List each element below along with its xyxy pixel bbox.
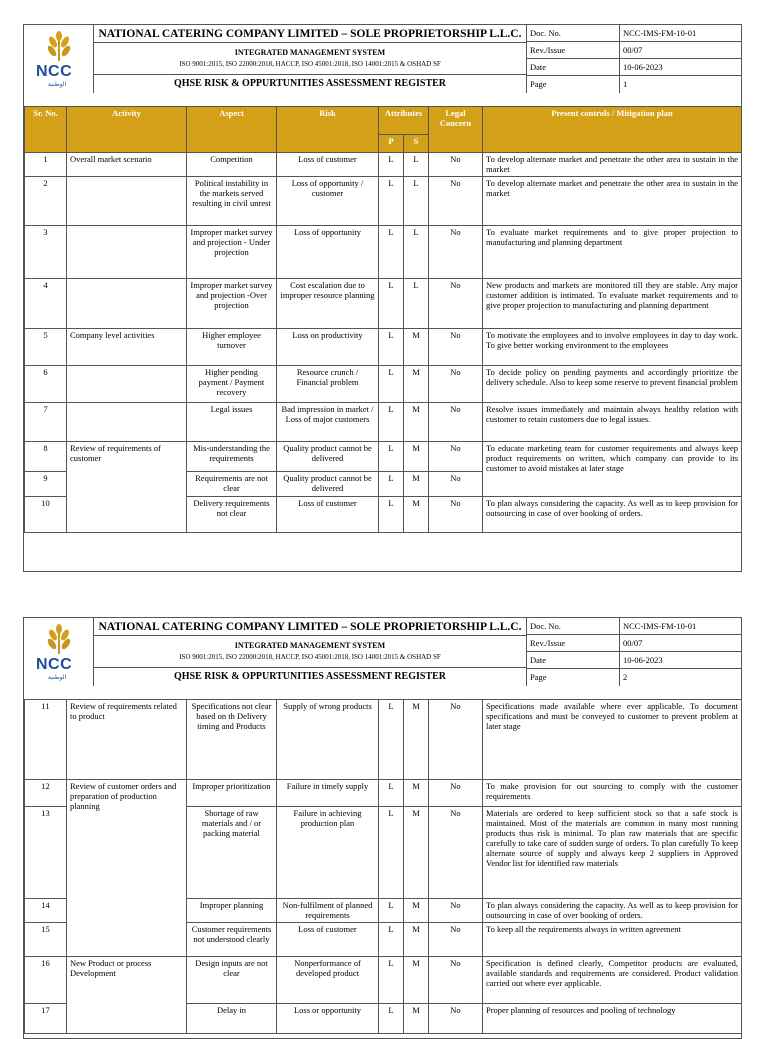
cell-sr: 12 [25, 780, 67, 807]
cell-risk: Loss of customer [277, 497, 379, 533]
cell-risk: Resource crunch / Financial problem [277, 366, 379, 403]
cell-s: M [404, 366, 429, 403]
cell-s: M [404, 472, 429, 497]
cell-risk: Non-fulfilment of planned requirements [277, 899, 379, 923]
cell-control: To decide policy on pending payments and accordingly prioritize the delivery schedule. Also to keep some reserve to prevent financial problem [483, 366, 742, 403]
cell-risk: Loss of opportunity [277, 226, 379, 279]
cell-risk: Loss of opportunity / customer [277, 177, 379, 226]
cell-p: L [379, 279, 404, 329]
cell-p: L [379, 177, 404, 226]
cell-s: M [404, 780, 429, 807]
table-row [25, 153, 742, 177]
table-row [25, 366, 742, 403]
cell-s: M [404, 1004, 429, 1034]
cell-activity: Review of requirements of customer [67, 442, 187, 533]
cell-legal: No [429, 472, 483, 497]
cell-s: M [404, 403, 429, 442]
logo-text: NCC [36, 63, 73, 80]
cell-activity [67, 366, 187, 403]
cell-control: Materials are ordered to keep sufficient stock so that a safe stock is maintained. Most of the materials are common in many most running products thus risk is minimal. To plan raw materials that are specific carefully to take care of sudden surge of orders. To plan carefully To keep alternate source of supply and always keep 2 suppliers in Approved Vendor list for identified raw materials [483, 807, 742, 899]
cell-aspect: Delivery requirements not clear [187, 497, 277, 533]
cell-aspect: Improper prioritization [187, 780, 277, 807]
cell-s: L [404, 153, 429, 177]
cell-sr: 14 [25, 899, 67, 923]
cell-s: M [404, 497, 429, 533]
cell-legal: No [429, 899, 483, 923]
cell-control: Proper planning of resources and pooling of technology [483, 1004, 742, 1034]
cell-sr: 2 [25, 177, 67, 226]
cell-p: L [379, 442, 404, 472]
cell-p: L [379, 700, 404, 780]
cell-activity [67, 177, 187, 226]
cell-sr: 5 [25, 329, 67, 366]
logo-subtext: الوطنية [48, 82, 67, 88]
cell-aspect: Legal issues [187, 403, 277, 442]
company-name: NATIONAL CATERING COMPANY LIMITED – SOLE PROPRIETORSHIP L.L.C. [94, 618, 526, 636]
cell-activity [67, 403, 187, 442]
cell-aspect: Improper planning [187, 899, 277, 923]
cell-control: To develop alternate market and penetrate the other area to sustain in the market [483, 177, 742, 226]
col-header-sr: Sr. No. [25, 107, 67, 153]
cell-aspect: Shortage of raw materials and / or packing material [187, 807, 277, 899]
risk-register-table [24, 106, 742, 533]
page-label: Page [527, 76, 620, 93]
rev-value: 00/07 [620, 635, 742, 652]
cell-legal: No [429, 177, 483, 226]
cell-legal: No [429, 279, 483, 329]
rev-label: Rev./Issue [527, 635, 620, 652]
date-value: 10-06-2023 [620, 59, 742, 76]
table-row [25, 957, 742, 1004]
company-logo [24, 25, 94, 93]
management-system-block [94, 43, 526, 75]
cell-risk: Failure in achieving production plan [277, 807, 379, 899]
cell-sr: 3 [25, 226, 67, 279]
cell-legal: No [429, 807, 483, 899]
management-system-block [94, 636, 526, 668]
cell-s: M [404, 957, 429, 1004]
cell-sr: 6 [25, 366, 67, 403]
cell-risk: Loss on productivity [277, 329, 379, 366]
table-row [25, 279, 742, 329]
cell-legal: No [429, 226, 483, 279]
cell-aspect: Higher employee turnover [187, 329, 277, 366]
cell-aspect: Competition [187, 153, 277, 177]
cell-sr: 17 [25, 1004, 67, 1034]
cell-sr: 8 [25, 442, 67, 472]
cell-control: To plan always considering the capacity. As well as to keep provision for outsourcing in case of over booking of orders. [483, 899, 742, 923]
cell-sr: 1 [25, 153, 67, 177]
standards-list: ISO 9001:2015, ISO 22000:2018, HACCP, ISO 45001:2018, ISO 14001:2015 & OSHAD SF [179, 60, 441, 68]
cell-p: L [379, 497, 404, 533]
cell-control: Specification is defined clearly, Competitor products are evaluated, available standards and requirements are considered. Product validation carried out where ever applicable. [483, 957, 742, 1004]
cell-control: To develop alternate market and penetrate the other area to sustain in the market [483, 153, 742, 177]
date-label: Date [527, 652, 620, 669]
doc-no-label: Doc. No. [527, 25, 620, 42]
cell-control: New products and markets are monitored till they are stable. Any major customer addition is intimated. To evaluate market requirements and to give proper projection to manufacturing and planning department [483, 279, 742, 329]
col-header-controls: Present controls / Mitigation plan [483, 107, 742, 153]
col-header-legal: Legal Concern [429, 107, 483, 153]
register-title: QHSE RISK & OPPURTUNITIES ASSESSMENT REGISTER [173, 671, 447, 682]
rev-label: Rev./Issue [527, 42, 620, 59]
cell-legal: No [429, 153, 483, 177]
table-row [25, 700, 742, 780]
cell-risk: Failure in timely supply [277, 780, 379, 807]
cell-s: M [404, 807, 429, 899]
cell-control: To motivate the employees and to involve employees in day to day work. To give better working environment to the employees [483, 329, 742, 366]
date-label: Date [527, 59, 620, 76]
cell-sr: 7 [25, 403, 67, 442]
cell-risk: Loss or opportunity [277, 1004, 379, 1034]
cell-sr: 10 [25, 497, 67, 533]
cell-aspect: Delay in [187, 1004, 277, 1034]
logo-subtext: الوطنية [48, 675, 67, 681]
col-header-attributes: Attributes [379, 107, 429, 135]
cell-legal: No [429, 497, 483, 533]
cell-sr: 9 [25, 472, 67, 497]
company-name: NATIONAL CATERING COMPANY LIMITED – SOLE PROPRIETORSHIP L.L.C. [94, 25, 526, 43]
cell-control: Specifications made available where ever applicable. To document specifications and must be conveyed to customer to prevent problem at later stage [483, 700, 742, 780]
doc-no-value: NCC-IMS-FM-10-01 [620, 25, 742, 42]
cell-activity: Review of requirements related to product [67, 700, 187, 780]
page-number: 1 [623, 79, 628, 89]
cell-risk: Supply of wrong products [277, 700, 379, 780]
cell-activity: Overall market scenario [67, 153, 187, 177]
cell-p: L [379, 366, 404, 403]
page-number: 2 [623, 672, 628, 682]
cell-s: L [404, 279, 429, 329]
cell-sr: 4 [25, 279, 67, 329]
cell-s: M [404, 442, 429, 472]
cell-legal: No [429, 403, 483, 442]
cell-aspect: Requirements are not clear [187, 472, 277, 497]
cell-sr: 16 [25, 957, 67, 1004]
table-row [25, 442, 742, 472]
logo-text: NCC [36, 656, 73, 673]
cell-p: L [379, 472, 404, 497]
cell-aspect: Design inputs are not clear [187, 957, 277, 1004]
standards-list: ISO 9001:2015, ISO 22000:2018, HACCP, ISO 45001:2018, ISO 14001:2015 & OSHAD SF [179, 653, 441, 661]
cell-control: To educate marketing team for customer requirements and always keep product requirements on written, which company can provide to its customer to avoid mistakes at later stage [483, 442, 742, 497]
cell-aspect: Higher pending payment / Payment recovery [187, 366, 277, 403]
cell-legal: No [429, 366, 483, 403]
cell-control: To keep all the requirements always in written agreement [483, 923, 742, 957]
rev-value: 00/07 [620, 42, 742, 59]
cell-legal: No [429, 1004, 483, 1034]
cell-risk: Nonperformance of developed product [277, 957, 379, 1004]
cell-sr: 13 [25, 807, 67, 899]
cell-risk: Quality product cannot be delivered [277, 472, 379, 497]
table-row [25, 226, 742, 279]
cell-aspect: Political instability in the markets served resulting in civil unrest [187, 177, 277, 226]
cell-legal: No [429, 923, 483, 957]
register-page-2 [23, 617, 742, 1039]
system-name: INTEGRATED MANAGEMENT SYSTEM [234, 641, 386, 650]
doc-no-value: NCC-IMS-FM-10-01 [620, 618, 742, 635]
cell-s: M [404, 329, 429, 366]
cell-activity: Company level activities [67, 329, 187, 366]
cell-risk: Loss of customer [277, 923, 379, 957]
cell-legal: No [429, 957, 483, 1004]
wheat-icon [44, 624, 74, 656]
cell-p: L [379, 403, 404, 442]
col-header-p: P [379, 135, 404, 153]
cell-legal: No [429, 329, 483, 366]
cell-s: L [404, 177, 429, 226]
col-header-s: S [404, 135, 429, 153]
cell-risk: Loss of customer [277, 153, 379, 177]
cell-p: L [379, 957, 404, 1004]
cell-aspect: Improper market survey and projection - Under projection [187, 226, 277, 279]
date-value: 10-06-2023 [620, 652, 742, 669]
system-name: INTEGRATED MANAGEMENT SYSTEM [234, 48, 386, 57]
cell-activity [67, 226, 187, 279]
cell-p: L [379, 899, 404, 923]
cell-p: L [379, 1004, 404, 1034]
cell-aspect: Mis-understanding the requirements [187, 442, 277, 472]
cell-activity: New Product or process Development [67, 957, 187, 1034]
cell-legal: No [429, 442, 483, 472]
document-header [24, 25, 741, 93]
cell-control: To evaluate market requirements and to give proper projection to manufacturing and planning department [483, 226, 742, 279]
cell-p: L [379, 807, 404, 899]
risk-register-table [24, 699, 742, 1034]
cell-p: L [379, 923, 404, 957]
cell-risk: Bad impression in market / Loss of major customers [277, 403, 379, 442]
wheat-icon [44, 31, 74, 63]
cell-p: L [379, 153, 404, 177]
document-meta [526, 618, 741, 686]
cell-p: L [379, 329, 404, 366]
cell-s: M [404, 700, 429, 780]
cell-legal: No [429, 700, 483, 780]
table-row [25, 329, 742, 366]
cell-aspect: Improper market survey and projection -Over projection [187, 279, 277, 329]
register-title: QHSE RISK & OPPURTUNITIES ASSESSMENT REGISTER [173, 78, 447, 89]
table-row [25, 403, 742, 442]
cell-s: M [404, 899, 429, 923]
cell-aspect: Customer requirements not understood clearly [187, 923, 277, 957]
cell-activity [67, 279, 187, 329]
document-meta [526, 25, 741, 93]
cell-risk: Cost escalation due to improper resource planning [277, 279, 379, 329]
col-header-aspect: Aspect [187, 107, 277, 153]
cell-p: L [379, 780, 404, 807]
table-row [25, 780, 742, 807]
company-logo [24, 618, 94, 686]
doc-no-label: Doc. No. [527, 618, 620, 635]
register-page-1 [23, 24, 742, 572]
col-header-activity: Activity [67, 107, 187, 153]
cell-legal: No [429, 780, 483, 807]
col-header-risk: Risk [277, 107, 379, 153]
cell-sr: 15 [25, 923, 67, 957]
cell-risk: Quality product cannot be delivered [277, 442, 379, 472]
cell-control: To plan always considering the capacity. As well as to keep provision for outsourcing in case of over booking of orders. [483, 497, 742, 533]
document-header [24, 618, 741, 686]
cell-aspect: Specifications not clear based on th Delivery timing and Products [187, 700, 277, 780]
cell-control: Resolve issues immediately and maintain always healthy relation with customer to retain customers due to legal issues. [483, 403, 742, 442]
table-row [25, 177, 742, 226]
cell-s: M [404, 923, 429, 957]
cell-sr: 11 [25, 700, 67, 780]
cell-activity: Review of customer orders and preparation of production planning [67, 780, 187, 957]
page-label: Page [527, 669, 620, 686]
cell-s: L [404, 226, 429, 279]
cell-p: L [379, 226, 404, 279]
cell-control: To make provision for out sourcing to comply with the customer requirements [483, 780, 742, 807]
